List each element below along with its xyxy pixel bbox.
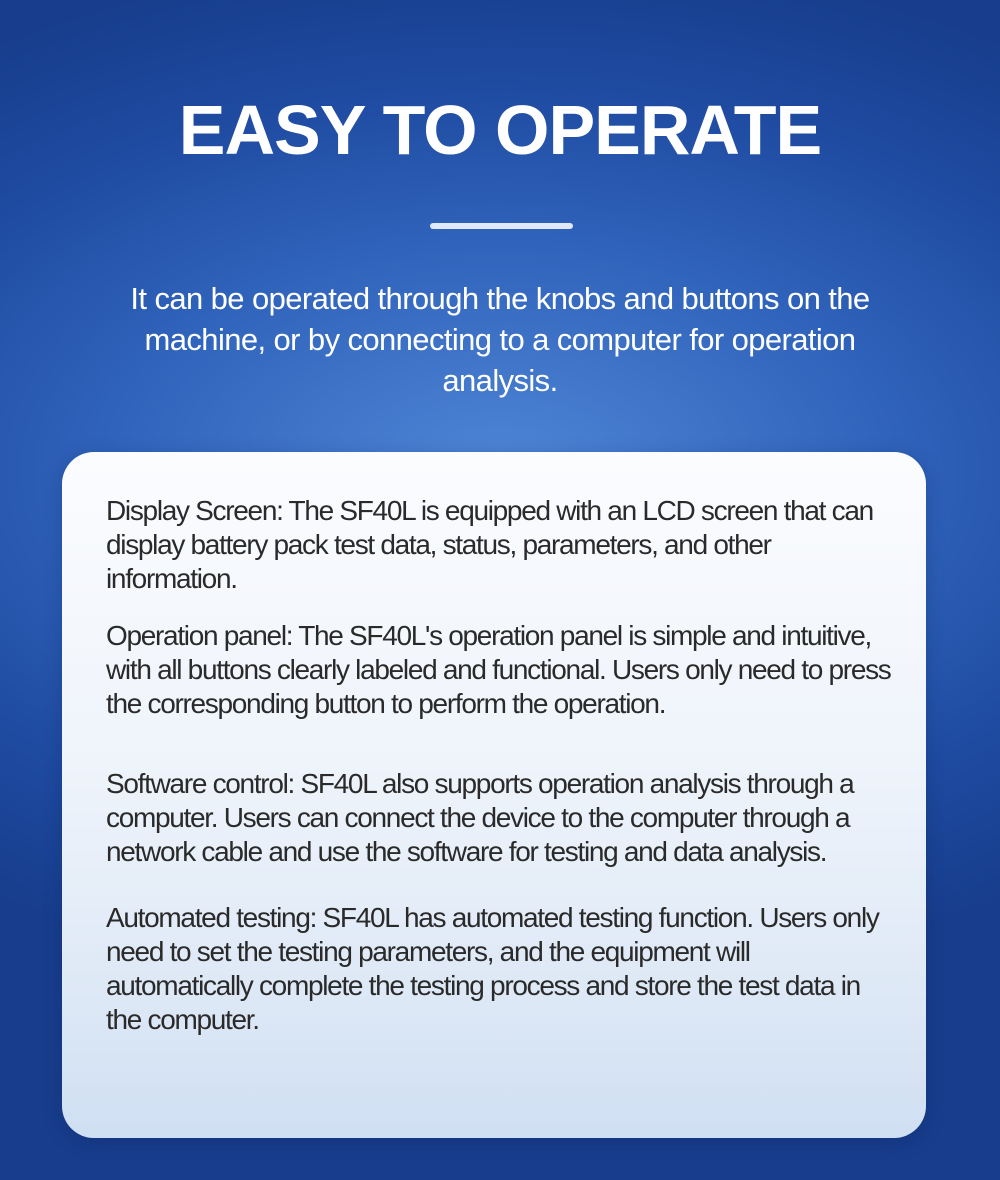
feature-display-screen: Display Screen: The SF40L is equipped with an LCD screen that can display battery pack test data, status, parameters, and other information. <box>106 495 873 594</box>
feature-card <box>62 452 926 1138</box>
feature-operation-panel: Operation panel: The SF40L's operation panel is simple and intuitive, with all buttons clearly labeled and functional. Users only need to press the corresponding button to perform the operation. <box>106 620 891 719</box>
feature-software-control: Software control: SF40L also supports operation analysis through a computer. Users can connect the device to the computer through a network cable and use the software for testing and data analysis. <box>106 768 854 867</box>
page-title: EASY TO OPERATE <box>178 91 822 169</box>
feature-automated-testing: Automated testing: SF40L has automated testing function. Users only need to set the testing parameters, and the equipment will automatically complete the testing process and store the test data in the computer. <box>106 902 879 1035</box>
page-subtitle: It can be operated through the knobs and buttons on the machine, or by connecting to a computer for operation analysis. <box>130 281 870 398</box>
title-divider <box>430 223 573 229</box>
